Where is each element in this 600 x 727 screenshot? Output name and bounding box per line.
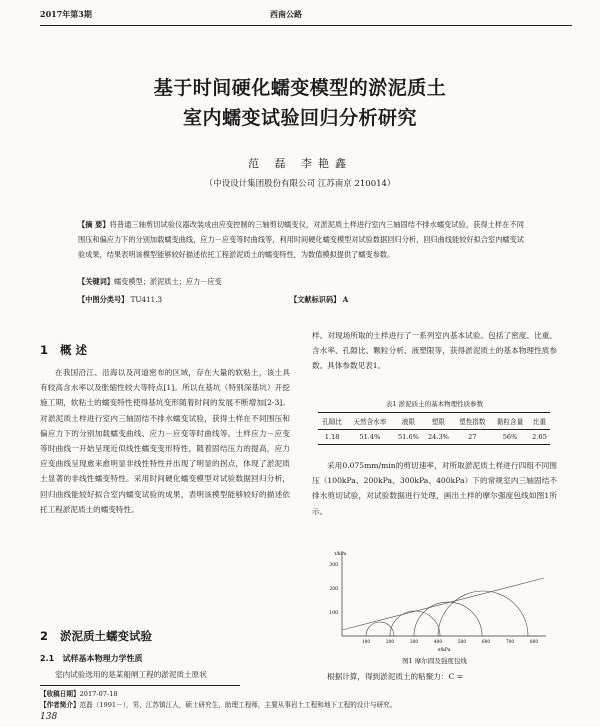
doc-value: A (342, 295, 349, 304)
author-bio-text: 范磊（1991－），男，江苏镇江人，硕士研究生，助理工程师，主要从事岩土工程和地下工程的设计与研究。 (79, 701, 397, 709)
table-cell: 51.6% (393, 430, 423, 445)
mohr-circle (414, 602, 482, 636)
strength-envelope (342, 578, 544, 630)
document-code (290, 295, 348, 305)
table-header-cell: 孔隙比 (318, 413, 346, 430)
figure-ytick: 200 (329, 587, 338, 592)
footnote-rule (40, 685, 240, 686)
table-cell: 56% (491, 430, 529, 445)
authors: 范 磊 李艳鑫 (248, 157, 352, 170)
received-value: 2017-07-18 (79, 690, 118, 698)
section1-number: 1 (40, 343, 49, 357)
paper-title-line1: 基于时间硬化蠕变模型的淤泥质土 (153, 77, 447, 99)
right-paragraph-3: 根据计算，得到淤泥质土的粘聚力：C = (327, 672, 464, 681)
doc-label: 【文献标识码】 (290, 295, 341, 304)
section2-heading (40, 628, 152, 644)
figure-xtick: 700 (505, 640, 515, 645)
figure-xticks (362, 640, 538, 645)
class-label: 【中图分类号】 (78, 295, 129, 304)
table-cell: 24.3% (423, 430, 453, 445)
figure-ylabel: τ/kPa (334, 552, 347, 557)
table-cell: 27 (453, 430, 491, 445)
figure-ytick: 300 (329, 563, 338, 568)
table-cell: 1.18 (318, 430, 346, 445)
table-header-cell: 液限 (393, 413, 423, 430)
table-header-row (318, 413, 550, 430)
right-paragraph-1: 样。对现场所取的土样进行了一系列室内基本试验。包括了密度、比重、含水率、孔隙比、颗粒分析、液塑限等，获得淤泥质土的基本物理性质参数。具体参数见表1。 (312, 331, 557, 371)
table-header-cell: 黏粒含量 (491, 413, 529, 430)
class-number (78, 295, 162, 305)
abstract-text: 将普通三轴剪切试验仪器改装成由应变控制的三轴剪切蠕变仪，对淤泥质土样进行室内三轴固结不排水蠕变试验，获得土样在不同围压和偏应力下的分别加载蠕变曲线，应力－应变等时曲线等，利用时间硬化蠕变模型对试验数据回归分析，回归曲线能较好拟合室内蠕变试验成果，结果表明该模型能够较好描述依托工程淤泥质土的蠕变特性，为数值模拟提供了蠕变参数。 (78, 220, 524, 259)
table-caption: 表1 淤泥质土的基本物理性质参数 (385, 400, 484, 408)
table-cell: 51.4% (346, 430, 393, 445)
figure-caption: 图1 摩尔圆及强度包线 (402, 657, 467, 665)
figure-xtick: 400 (433, 640, 443, 645)
properties-table (318, 412, 550, 445)
subsection-title: 试样基本物理力学性质 (62, 654, 143, 663)
abstract-label: 【摘 要】 (78, 220, 110, 229)
section1-heading (40, 342, 87, 358)
figure-xlabel: σ/kPa (437, 648, 451, 652)
table-header-cell: 塑性指数 (453, 413, 491, 430)
received-label: 【收稿日期】 (40, 690, 80, 698)
section2-title: 淤泥质土蠕变试验 (60, 629, 153, 643)
table-header-cell: 塑限 (423, 413, 453, 430)
section2-paragraph: 室内试验选用的是某船闸工程的淤泥质土原状 (55, 670, 207, 679)
subsection-heading (40, 653, 143, 664)
abstract (78, 217, 524, 262)
mohr-circle (438, 591, 528, 636)
section2-number: 2 (40, 629, 49, 643)
keywords (78, 277, 222, 287)
section1-paragraph: 在我国沿江、沿海以及河道密布的区域，存在大量的软粘土，该土具有较高含水率以及胀缩性较大等特点[1]。所以在基坑（特别深基坑）开挖施工期，软粘土的蠕变特性使得基坑变形随着时间的发展不断增加[2-3]。对淤泥质土样进行室内三轴固结不排水蠕变试验，获得土样在不同围压和偏应力下的分别加载蠕变曲线、应力－应变等时曲线等。土样应力－应变等时曲线一开始呈现近似线性蠕变变形特性，随着固结压力的提高，应力应变曲线呈现愈来愈明显非线性特性并出现了明显的拐点，体现了淤泥质土显著的非线性蠕变特性。采用时间硬化蠕变模型对试验数据回归分析，回归曲线能较好拟合室内蠕变试验的成果，表明该模型能够较好的描述依托工程淤泥质土的蠕变特性。 (40, 368, 290, 514)
right-paragraph-2: 采用0.075mm/min的剪切速率，对所取淤泥质土样进行四组不同围压（100kPa、200kPa、300kPa、400kPa）下的常规室内三轴固结不排水剪切试验，对试验数据进行处理，画出土样的摩尔强度包线如图1所示。 (312, 461, 557, 516)
table-header-cell: 比重 (529, 413, 550, 430)
author-bio-label: 【作者简介】 (40, 701, 80, 709)
table-row (318, 430, 550, 445)
subsection-number: 2.1 (40, 654, 55, 663)
header-rule (40, 25, 572, 26)
affiliation: （中设设计集团股份有限公司 江苏南京 210014） (204, 179, 396, 189)
figure-xtick: 200 (385, 640, 395, 645)
figure-xtick: 100 (361, 640, 371, 645)
figure-xtick: 800 (529, 640, 539, 645)
page-number: 138 (40, 712, 58, 722)
journal-name: 西南公路 (270, 9, 302, 19)
mohr-circle (390, 611, 440, 636)
table-header-cell: 天然含水率 (346, 413, 393, 430)
keywords-label: 【关键词】 (78, 277, 114, 286)
paper-title-line2: 室内蠕变试验回归分析研究 (182, 107, 417, 129)
table-cell: 2.65 (529, 430, 550, 445)
figure-xtick: 600 (481, 640, 491, 645)
keywords-text: 蠕变模型；淤泥质土；应力－应变 (113, 277, 222, 286)
figure-xtick: 500 (457, 640, 467, 645)
author-bio (40, 699, 580, 709)
figure-xtick: 300 (409, 640, 419, 645)
journal-issue: 2017年第3期 (40, 9, 92, 19)
mohr-circle-figure (318, 548, 554, 652)
section1-title: 概 述 (60, 343, 88, 357)
class-value: TU411.3 (130, 295, 163, 304)
figure-ytick: 100 (329, 611, 338, 616)
received-date (40, 688, 118, 698)
